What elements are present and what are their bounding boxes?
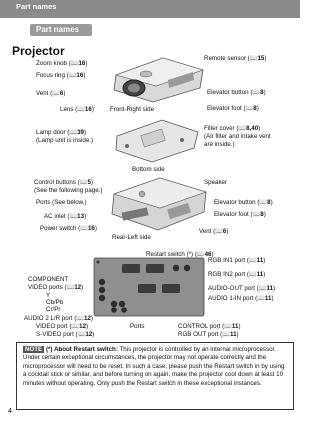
audio-in-label: AUDIO 1-IN port (📖11) (208, 295, 274, 302)
lamp-door-note: (Lamp unit is inside.) (36, 137, 94, 144)
lamp-door-label: Lamp door (📖39) (36, 129, 87, 136)
audio-out-label: AUDIO-OUT port (📖11) (208, 285, 276, 292)
projector-front-image (108, 50, 208, 105)
control-port-label: CONTROL port (📖11) (178, 323, 241, 330)
note-tag: NOTE (25, 346, 43, 353)
title-tab-label: Part names (36, 25, 80, 34)
rear-left-side-caption: Rear-Left side (112, 234, 151, 241)
section-title: Projector (12, 44, 65, 58)
note-box (16, 342, 294, 410)
component-label-2: VIDEO ports (📖12) (28, 284, 84, 291)
vent-front-label: Vent (📖6) (36, 90, 66, 97)
vent-rear-label: Vent (📖6) (199, 228, 229, 235)
rgb-out-label: RGB OUT port (📖11) (178, 331, 239, 338)
restart-switch-label: Restart switch (*) (📖46) (146, 251, 214, 258)
header-bar (0, 0, 300, 18)
elevator-foot-label-2: Elevator foot (📖8) (214, 211, 266, 218)
speaker-label: Speaker (204, 179, 228, 186)
component-y-label: Y (46, 292, 51, 299)
bottom-side-caption: Bottom side (132, 166, 165, 173)
note-paragraph (23, 346, 287, 388)
projector-bottom-image (112, 116, 202, 164)
focus-ring-label: Focus ring (📖16) (36, 72, 86, 79)
page-number: 4 (8, 408, 12, 415)
rgb-in2-label: RGB IN2 port (📖11) (208, 271, 266, 278)
component-cb-label: Cb/Pb (46, 299, 64, 306)
header-section: Part names (16, 2, 57, 11)
elevator-foot-label-1: Elevator foot (📖8) (207, 105, 259, 112)
projector-rear-image (108, 172, 212, 234)
component-label-1: COMPONENT (28, 276, 69, 283)
ports-panel-image (92, 256, 206, 318)
video-port-label: VIDEO port (📖12) (36, 323, 89, 330)
title-tab (30, 24, 92, 36)
rgb-in1-label: RGB IN1 port (📖11) (208, 257, 266, 264)
remote-sensor-label: Remote sensor (📖15) (204, 55, 267, 62)
control-buttons-label: Control buttons (📖5) (34, 179, 93, 186)
front-right-side-caption: Front-Right side (110, 106, 155, 113)
svideo-port-label: S-VIDEO port (📖12) (36, 331, 95, 338)
filter-cover-label: Filter cover (📖8,40) (204, 125, 261, 132)
component-cr-label: Cr/Pr (46, 306, 61, 313)
note-body: This projector is controlled by an internal microprocessor. Under certain exceptional circumstances, the projector may not operate correctly and the microprocessor will need to be reset. In such a case, please push the Restart switch in by using a cocktail stick or similar, and before turning on again, make the projector cool down at least 10 minutes without operating. Only push the Restart switch in these exceptional instances. (23, 346, 285, 387)
control-buttons-note: (See the following page.) (34, 187, 103, 194)
elevator-button-label-2: Elevator button (📖8) (214, 199, 273, 206)
ports-caption: Ports (130, 323, 145, 330)
zoom-knob-label: Zoom knob (📖16) (36, 60, 88, 67)
ports-see-below-label: Ports (See below.) (36, 199, 87, 206)
ac-inlet-label: AC inlet (📖13) (44, 213, 87, 220)
power-switch-label: Power switch (📖16) (40, 225, 97, 232)
elevator-button-label-1: Elevator button (📖8) (207, 89, 266, 96)
lens-label: Lens (📖16) (60, 106, 94, 113)
note-heading: (*) About Restart switch: (45, 346, 118, 353)
audio2-label: AUDIO 2 L/R port (📖12) (24, 315, 93, 322)
filter-note-2: are inside.) (204, 141, 235, 148)
filter-note-1: (Air filter and intake vent (204, 133, 271, 140)
